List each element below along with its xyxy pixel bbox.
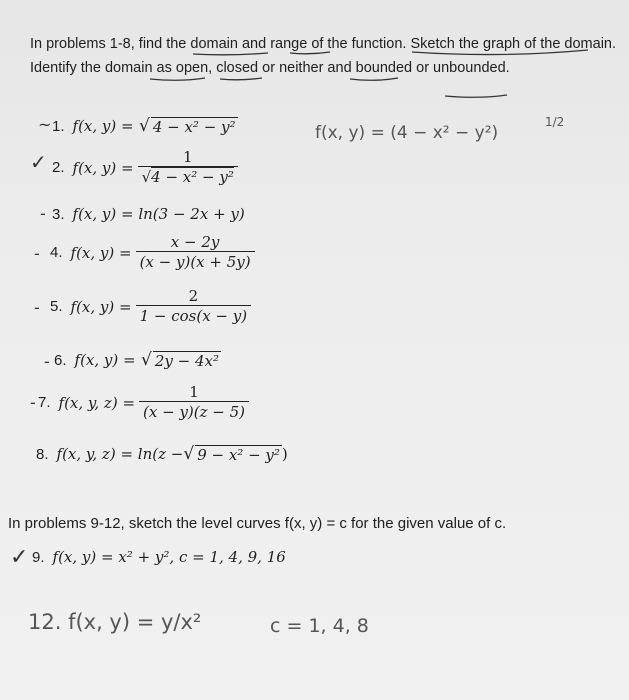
numerator: x − 2y: [170, 233, 220, 251]
numerator: 1: [189, 383, 199, 401]
problem-lhs: f(x, y) =: [70, 297, 132, 316]
fraction: [136, 287, 252, 326]
denominator: (x − y)(x + 5y): [136, 251, 255, 272]
handwritten-problem-12: 12. f(x, y) = y/x²: [28, 610, 202, 634]
check-mark-3: -: [40, 204, 46, 223]
section-2-intro: In problems 9-12, sketch the level curves f(x, y) = c for the given value of c.: [8, 515, 507, 532]
problem-number: 7.: [38, 394, 51, 411]
problem-6: [54, 350, 221, 370]
underline-unbounded: [445, 95, 507, 97]
check-mark-7: -: [30, 393, 36, 412]
instructions-line-2: Identify the domain as open, closed or neither and bounded or unbounded.: [30, 60, 510, 76]
problem-number: 9.: [32, 548, 45, 566]
problem-lhs: f(x, y) =: [74, 351, 136, 369]
problem-lhs: f(x, y) =: [72, 117, 134, 135]
underline-closed: [220, 78, 262, 80]
radical-sign: √: [183, 444, 195, 464]
radical-sign: √: [133, 116, 150, 136]
problem-number: 3.: [52, 205, 65, 223]
problem-number: 8.: [36, 445, 49, 463]
fraction: [138, 148, 238, 187]
numerator: 2: [188, 287, 199, 305]
problem-number: 5.: [50, 298, 63, 315]
problem-9: [32, 548, 286, 566]
underline-sketch: [412, 50, 588, 55]
radical-sign: √: [135, 350, 152, 370]
underline-bounded: [350, 78, 398, 80]
check-mark-6: -: [44, 352, 50, 371]
problem-number: 1.: [52, 117, 65, 135]
problem-expression: f(x, y) = ln(3 − 2x + y): [72, 205, 245, 223]
check-mark-4: -: [34, 244, 40, 263]
problem-number: 2.: [52, 159, 65, 176]
problem-4: [50, 233, 255, 272]
problem-lhs: f(x, y, z) = ln(z −: [56, 445, 184, 463]
denominator: 1 − cos(x − y): [136, 305, 252, 326]
handwritten-exponent: 1/2: [545, 115, 565, 129]
check-mark-1: ~: [38, 115, 52, 134]
problem-5: [50, 287, 251, 326]
problem-8: [36, 444, 288, 464]
denominator: (x − y)(z − 5): [139, 401, 249, 422]
denominator: √4 − x² − y²: [138, 166, 238, 187]
problem-number: 6.: [54, 351, 67, 369]
check-mark-5: -: [34, 298, 40, 317]
instructions-line-1: In problems 1-8, find the domain and range of the function. Sketch the graph of the domain.: [30, 36, 617, 52]
underline-domain: [193, 53, 268, 55]
closing-paren: ): [281, 445, 288, 463]
problem-lhs: f(x, y) =: [72, 158, 134, 177]
radicand: 4 − x² − y²: [152, 117, 236, 136]
handwritten-c-values: c = 1, 4, 8: [270, 615, 369, 637]
problem-2: [52, 148, 238, 187]
check-mark-2: ✓: [30, 150, 47, 174]
handwritten-note-1: f(x, y) = (4 − x² − y²): [315, 123, 499, 143]
radicand: 2y − 4x²: [154, 351, 219, 370]
problem-expression: f(x, y) = x² + y², c = 1, 4, 9, 16: [52, 548, 286, 566]
problem-1: [52, 116, 238, 136]
problem-lhs: f(x, y, z) =: [58, 393, 136, 412]
fraction: [139, 383, 249, 422]
problem-lhs: f(x, y) =: [70, 243, 132, 262]
fraction: [136, 233, 255, 272]
radicand: 9 − x² − y²: [197, 445, 280, 464]
check-mark-9: ✓: [10, 545, 29, 570]
problem-number: 4.: [50, 244, 63, 261]
underline-open: [150, 78, 205, 80]
problem-3: [52, 205, 245, 223]
problem-7: [38, 383, 249, 422]
numerator: 1: [182, 148, 193, 166]
underline-range: [290, 52, 330, 54]
